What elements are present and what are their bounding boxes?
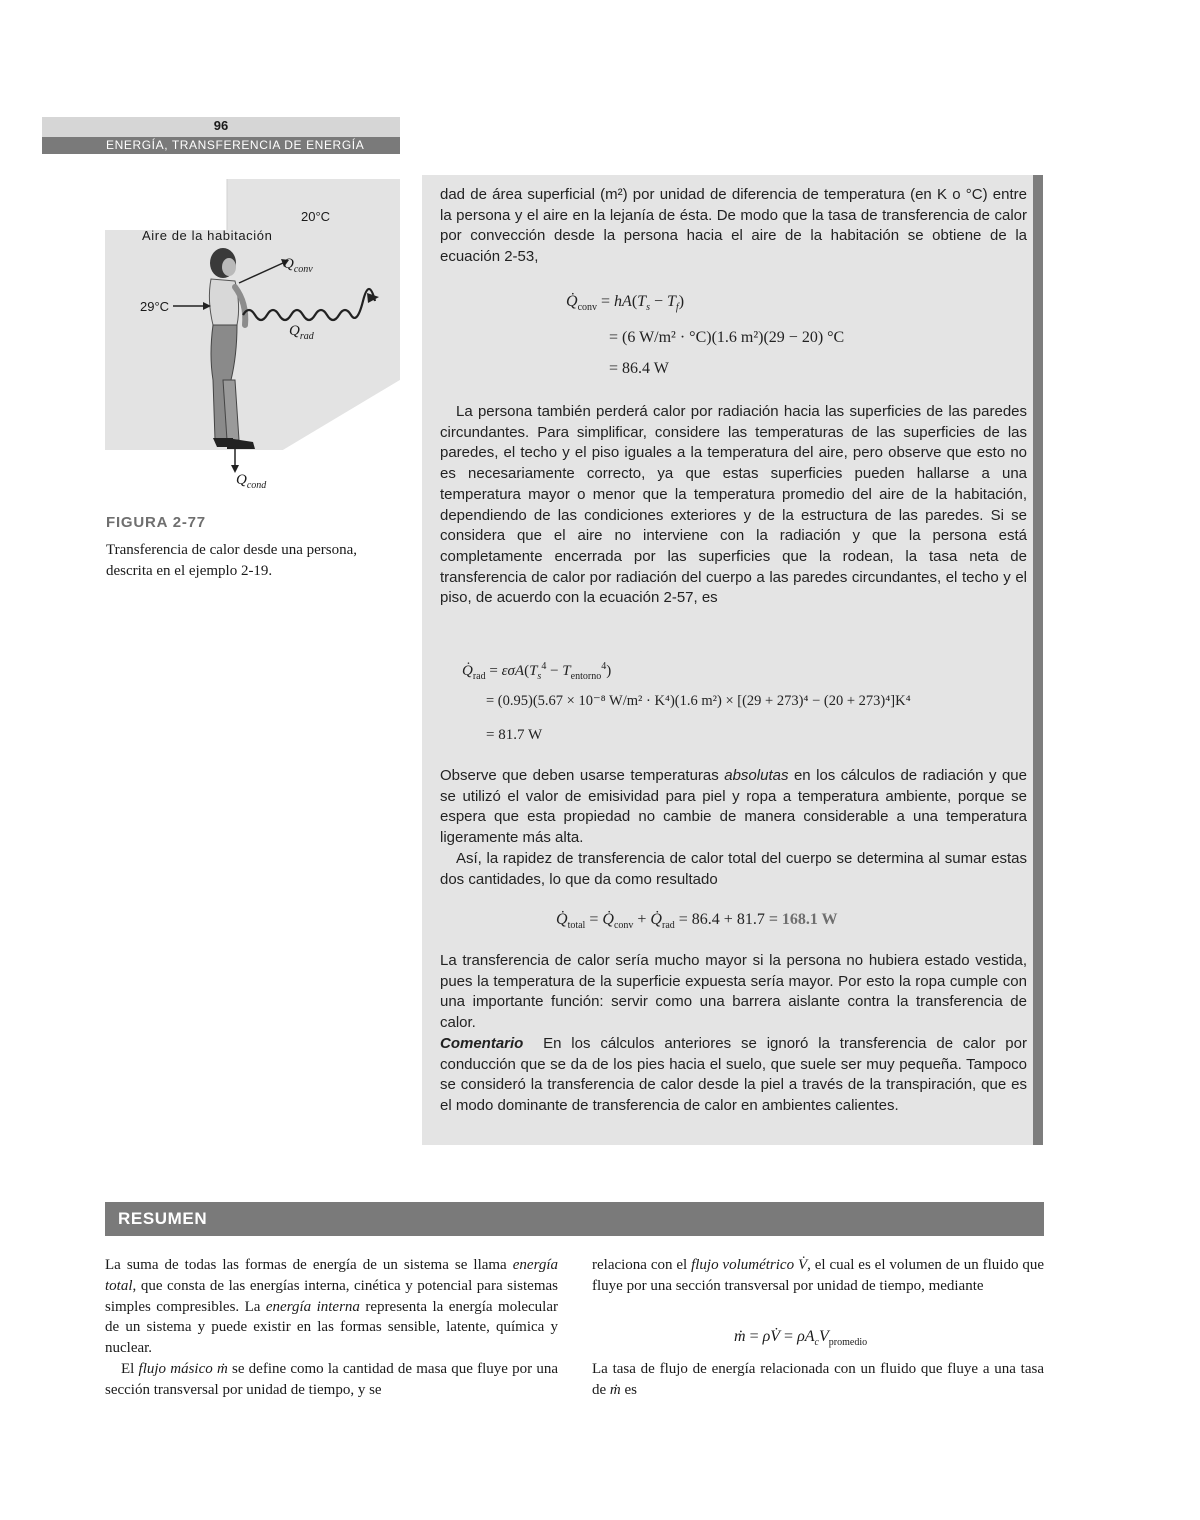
- equation-conv-line-1: $Q̇_{conv} = hA(T_s - T_f)$: [566, 293, 685, 314]
- summary-left-paragraph-2: El flujo másico ṁ se define como la cantidad de masa que fluye por una sección transversal por unidad de tiempo, y se: [105, 1361, 559, 1398]
- summary-right-paragraph-2: La tasa de flujo de energía relacionada con un fluido que fluye a una tasa de ṁ es: [592, 1361, 1044, 1398]
- example-paragraph-1: dad de área superficial (m²) por unidad de diferencia de temperatura (en K o °C) entre la persona y el aire en la lejanía de ésta. De modo que la tasa de transferencia de calor por convección desde la persona hacia el aire de la habitación se obtiene de la ecuación 2-53,: [440, 186, 1027, 266]
- equation-total: $Q̇_{total}$ = $Q̇_{conv}$ + $Q̇_{rad} = 86.4 + 81.7 = 168.1$ W: [556, 911, 838, 932]
- example-paragraph-2: La persona también perderá calor por radiación hacia las superficies de las paredes circundantes. Para simplificar, considere las temperaturas de las superficies de las paredes, el techo y el piso iguales a la temperatura del aire, pero observe que esto no es necesariamente correcto, ya que estas superficies pueden hallarse a una temperatura mayor o menor que la temperatura promedio del aire de la habitación, dependiendo de las condiciones exteriores y de la estructura de las paredes. Si se considera que el aire no interviene con la radiación y que la persona está completamente encerrada por las superficies que la rodean, la tasa neta de transferencia de calor por radiación del cuerpo a las paredes circundantes, el techo y el piso, de acuerdo con la ecuación 2-57, es: [440, 403, 1027, 607]
- total-result: 168.1 W: [781, 911, 838, 928]
- q-conv-label: $Q_{conv}$: [283, 256, 313, 275]
- room-ceiling: [105, 179, 227, 230]
- room-temp-label: 20°C: [301, 209, 331, 224]
- summary-title: RESUMEN: [118, 1209, 208, 1228]
- example-paragraph-5: La transferencia de calor sería mucho mayor si la persona no hubiera estado vestida, pues la temperatura de la superficie expuesta sería mayor. Por esto la ropa cumple con una importante función: servir como una barrera aislante contra la transferencia de calor.: [440, 952, 1027, 1032]
- equation-rad-line-3: = 81.7 W: [486, 727, 543, 743]
- equation-rad-line-1: $Q̇_{rad} = \varepsilon\sigma A(T_s^4 - T_{entorno}^4)$: [462, 661, 612, 682]
- figure-label: FIGURA 2-77: [106, 514, 206, 531]
- figure-caption: Transferencia de calor desde una persona, descrita en el ejemplo 2-19.: [106, 542, 358, 579]
- example-paragraph-3: Observe que deben usarse temperaturas absolutas en los cálculos de radiación y que se utilizó el valor de emisividad para piel y ropa a temperatura ambiente, porque se espera que esta propiedad no cambie de manera considerable a una temperatura ligeramente más alta.: [440, 767, 1027, 847]
- body-temp-label: 29°C: [140, 299, 170, 314]
- page-number: 96: [213, 118, 229, 133]
- example-side-bar: [1033, 175, 1043, 1145]
- q-rad-label: $Q_{rad}$: [289, 323, 314, 342]
- summary-mass-flow-equation: ṁ = ρV̇ = $\rho A_cV_{promedio}$: [734, 1328, 868, 1349]
- example-comment: Comentario En los cálculos anteriores se ignoró la transferencia de calor por conducción que se da de los pies hacia el suelo, que suele ser muy pequeña. Tampoco se consideró la transferencia de calor desde la piel a través de la transpiración, que es el modo dominante de transferencia de calor en ambientes calientes.: [440, 1035, 1027, 1115]
- figure-2-77: [105, 175, 401, 495]
- equation-rad-line-2: = (0.95)(5.67 × 10⁻⁸ W/m² · K⁴)(1.6 m²) × [(29 + 273)⁴ − (20 + 273)⁴]K⁴: [486, 693, 911, 709]
- example-paragraph-4: Así, la rapidez de transferencia de calor total del cuerpo se determina al sumar estas dos cantidades, lo que da como resultado: [440, 850, 1027, 888]
- summary-band: [105, 1202, 1044, 1236]
- equation-conv-line-2: = (6 W/m² · °C)(1.6 m²)(29 − 20) °C: [609, 329, 845, 346]
- summary-left-paragraph-1: La suma de todas las formas de energía de un sistema se llama energía total, que consta de las energías interna, cinética y potencial para sistemas simples compresibles. La energía interna representa la energía molecular de un sistema y puede existir en las formas sensible, latente, química y nuclear.: [105, 1257, 559, 1357]
- summary-right-paragraph-1: relaciona con el flujo volumétrico V̇, el cual es el volumen de un fluido que fluye por una sección transversal por unidad de tiempo, mediante: [592, 1257, 1044, 1294]
- chapter-title: ENERGÍA, TRANSFERENCIA DE ENERGÍA: [106, 138, 365, 152]
- equation-conv-line-3: = 86.4 W: [609, 360, 669, 377]
- q-cond-label: $Q_{cond}$: [236, 472, 267, 491]
- room-air-label: Aire de la habitación: [142, 228, 273, 243]
